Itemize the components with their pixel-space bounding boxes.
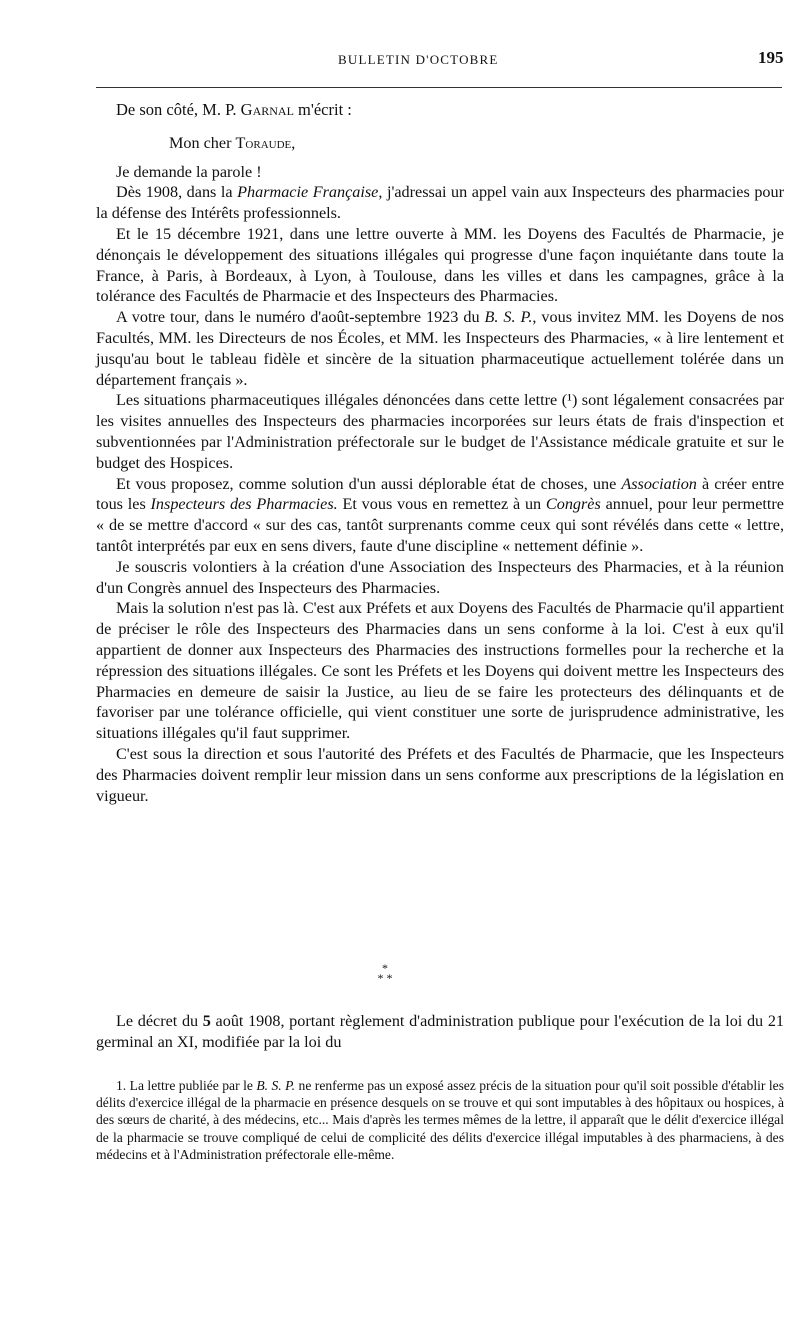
paragraph-1: Je demande la parole ! [116, 162, 262, 181]
salutation-text: Mon cher [169, 133, 236, 152]
paragraph-9: C'est sous la direction et sous l'autorité des Préfets et des Facultés de Pharmacie, que les Inspecteurs des Pharmacies doivent remplir leur mission dans un sens conforme aux prescriptions de la législation en vigueur. [96, 744, 784, 805]
paragraph-3: Et le 15 décembre 1921, dans une lettre ouverte à MM. les Doyens des Facultés de Pharmacie, je dénonçais le développement des situations illégales qui progresse d'une façon inquiétante dans toute la France, à Paris, à Bordeaux, à Lyon, à Toulouse, dans les villes et dans les campagnes, grâce à la tolérance des Facultés de Pharmacie et des Inspecteurs des Pharmacies. [96, 224, 784, 306]
author-name: Garnal [240, 100, 294, 119]
footnote-journal: B. S. P. [256, 1078, 296, 1093]
page-header [0, 48, 800, 72]
p2-text-end: , j'adressai un appel vain aux Inspecteurs des pharmacies pour la défense des Intérêts professionnels. [96, 183, 785, 223]
p2-text: Dès 1908, dans la [116, 183, 238, 202]
p6-inspecteurs: Inspecteurs des Pharmacies. [150, 495, 338, 514]
footnote-text-a: 1. La lettre publiée par le [116, 1078, 257, 1093]
intro-text-end: m'écrit : [293, 100, 352, 119]
header-rule [96, 87, 782, 88]
letter-intro [116, 100, 784, 121]
letter-body [96, 100, 784, 806]
paragraph-4 [96, 307, 784, 390]
p4-text-end: , vous invitez MM. les Doyens de nos Facultés, MM. les Directeurs de nos Écoles, et MM. les Inspecteurs des Pharmacies, « à lire lentement et jusqu'au bout le tableau fidèle et sincère de la situation pharmaceutique actuellement tolérée dans un département français ». [96, 308, 784, 389]
paragraph-6 [96, 474, 784, 557]
decree-text-a: Le décret du [116, 1012, 203, 1030]
salutation-comma: , [291, 133, 296, 152]
footnote-text-b: ne renferme pas un exposé assez précis de la situation pour qu'il soit possible d'établir les délits d'exercice illégal de la pharmacie en présence desquels on se trouve et qui sont imputables à des hôpitaux ou hospices, à des sœurs de charité, à des médecins, etc... Mais d'après les termes mêmes de la lettre, il apparaît que le délit d'exercice illégal de la pharmacie se trouve compliqué de celui de complicité des délits d'exercice illégal imputables à des pharmaciens, à des médecins et à l'Administration préfectorale elle-même. [96, 1078, 784, 1162]
paragraph-8: Mais la solution n'est pas là. C'est aux Préfets et aux Doyens des Facultés de Pharmacie qu'il appartient de préciser le rôle des Inspecteurs des Pharmacies dans un sens conforme à la loi. C'est à eux qu'il appartient de donner aux Inspecteurs des Pharmacies des instructions formelles pour la recherche et la répression des situations illégales. Ce sont les Préfets et les Doyens qui doivent mettre les Inspecteurs des Pharmacies en demeure de saisir la Justice, au lieu de se faire les protecteurs des délinquants et de favoriser par une tolérance officielle, qui vient constituer une sorte de jurisprudence administrative, les situations illégales qu'il faut supprimer. [96, 599, 784, 743]
page-number: 195 [758, 48, 784, 67]
p6-text-c: Et vous vous en remettez à un [337, 495, 546, 514]
separator-star-top: * [382, 961, 388, 975]
p6-text-b: à créer entre tous les [96, 474, 785, 514]
p4-text: A votre tour, dans le numéro d'août-septembre 1923 du [116, 308, 485, 327]
section-separator [365, 963, 405, 993]
running-title: BULLETIN D'OCTOBRE [338, 52, 499, 67]
decree-text-b: août 1908, portant règlement d'administration publique pour l'exécution de la loi du 21 germinal an XI, modifiée par la loi du [96, 1012, 785, 1051]
p4-journal: B. S. P. [484, 308, 533, 327]
intro-text: De son côté, M. P. [116, 100, 241, 119]
p6-text-d: annuel, pour leur permettre « de se mettre d'accord « sur des cas, tantôt surprenants comme ceux qui sont révélés dans cette « lettre, tantôt interprétés par eux en sens divers, faute d'une discipline « nettement définie ». [96, 495, 784, 555]
p6-text-a: Et vous proposez, comme solution d'un aussi déplorable état de choses, une [116, 474, 622, 493]
p6-congres: Congrès [545, 495, 601, 514]
footnote [96, 1077, 784, 1163]
footnote-text [96, 1077, 784, 1163]
paragraph-7: Je souscris volontiers à la création d'une Association des Inspecteurs des Pharmacies, et à la réunion d'un Congrès annuel des Inspecteurs des Pharmacies. [96, 557, 784, 597]
salutation [169, 133, 784, 154]
decree-day: 5 [202, 1012, 211, 1030]
paragraph-2 [96, 182, 784, 224]
p2-journal: Pharmacie Française [237, 183, 379, 202]
decree-text [96, 1011, 784, 1053]
recipient-name: Toraude [235, 133, 292, 152]
decree-paragraph [96, 1011, 784, 1053]
paragraph-5: Les situations pharmaceutiques illégales dénoncées dans cette lettre (¹) sont légalement consacrées par les visites annuelles des Inspecteurs des pharmacies incorporées sur leurs états de frais d'inspection et subventionnées par l'Administration préfectorale sur le budget de l'Assistance médicale gratuite et sur le budget des Hospices. [96, 391, 784, 472]
separator-stars-bottom: * * [377, 971, 393, 985]
p6-association: Association [621, 474, 697, 493]
